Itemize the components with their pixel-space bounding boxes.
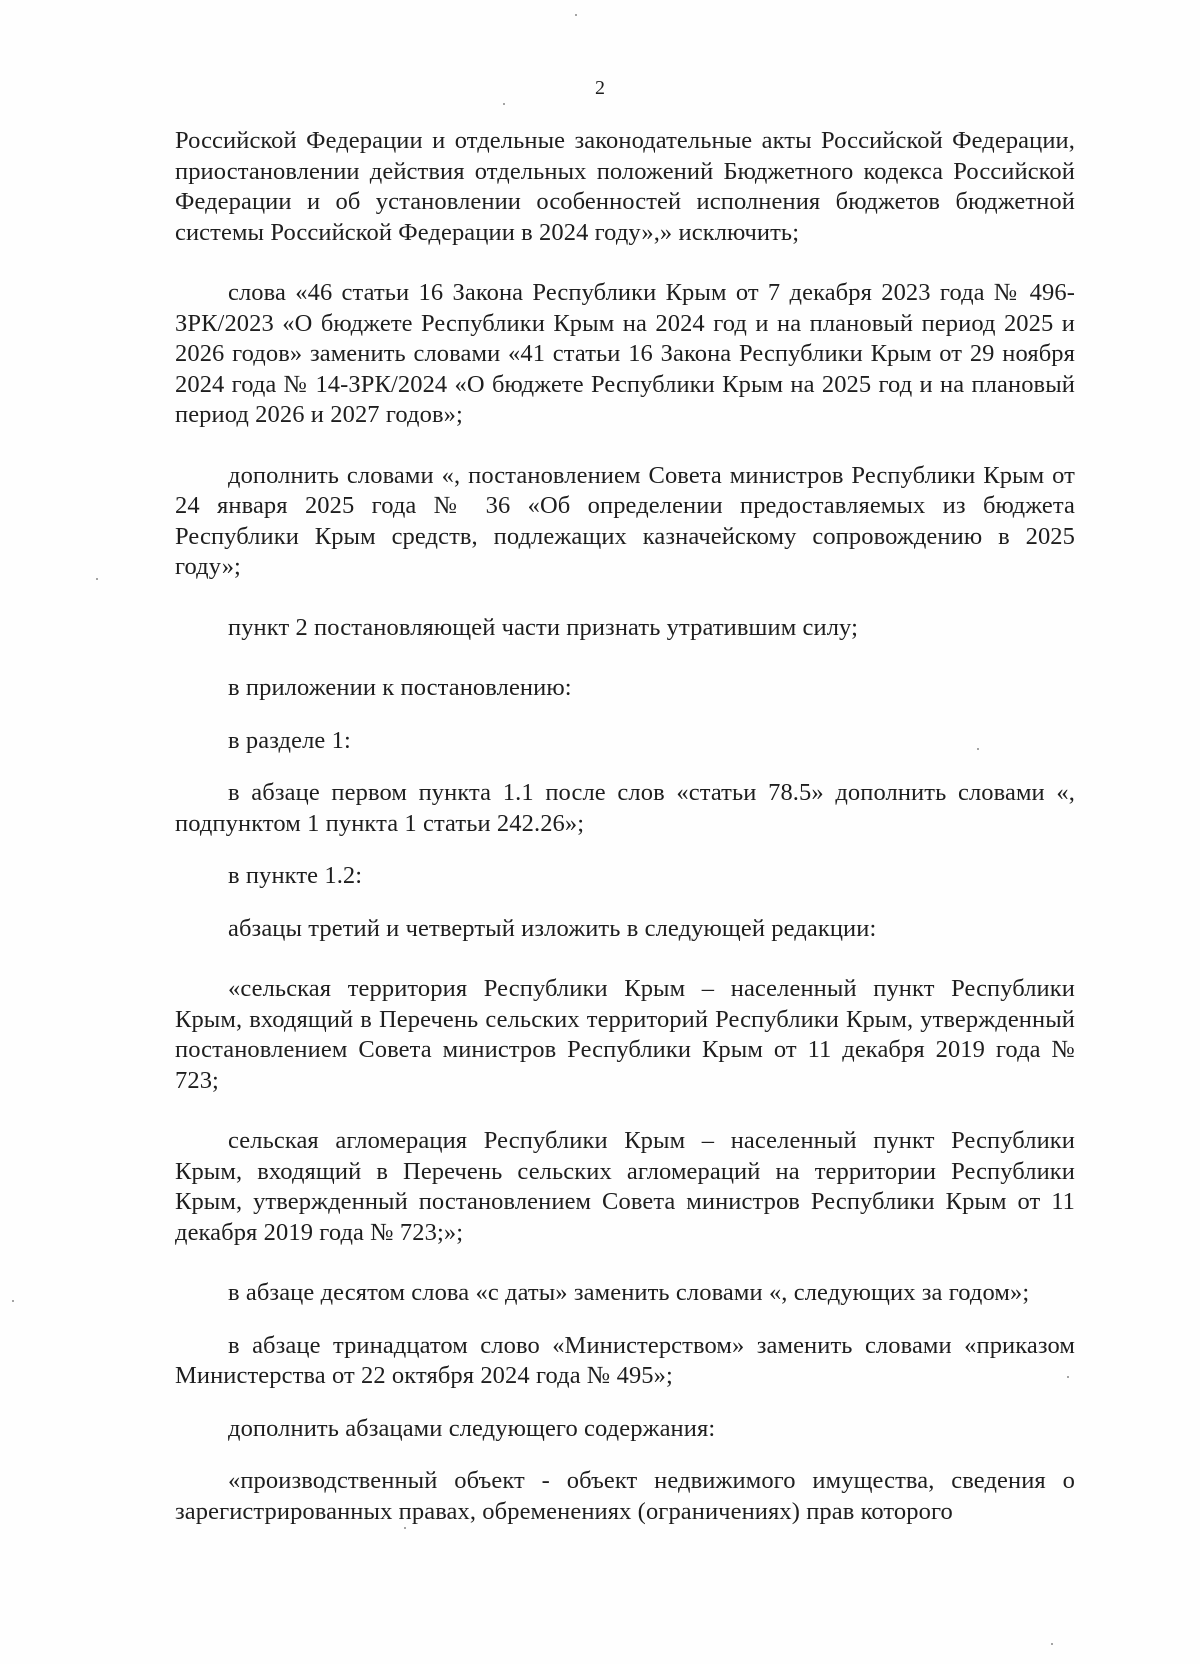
- scan-speck: [404, 1527, 406, 1529]
- paragraph-8: в пункте 1.2:: [228, 862, 363, 889]
- paragraph-1: Российской Федерации и отдельные законодательные акты Российской Федерации, приостановлении действия отдельных положений Бюджетного кодекса Российской Федерации и об установлении особенностей исполнения бюджетов бюджетной системы Российской Федерации в 2024 году»,» исключить;: [175, 127, 1075, 246]
- paragraph-2: слова «46 статьи 16 Закона Республики Крым от 7 декабря 2023 года № 496-ЗРК/2023 «О бюджете Республики Крым на 2024 год и на плановый период 2025 и 2026 годов» заменить словами «41 статьи 16 Закона Республики Крым от 29 ноября 2024 года № 14-ЗРК/2024 «О бюджете Республики Крым на 2025 год и на плановый период 2026 и 2027 годов»;: [175, 279, 1075, 428]
- paragraph-5: в приложении к постановлению:: [228, 674, 572, 701]
- document-body: [175, 126, 1075, 1527]
- scan-speck: [1051, 1643, 1053, 1645]
- scan-speck: [977, 748, 979, 750]
- scan-speck: [575, 14, 577, 16]
- paragraph-14: дополнить абзацами следующего содержания:: [228, 1414, 716, 1442]
- scan-speck: [96, 578, 98, 580]
- paragraph-11: сельская агломерация Республики Крым – населенный пункт Республики Крым, входящий в Перечень сельских агломераций на территории Республики Крым, утвержденный постановлением Совета министров Республики Крым от 11 декабря 2019 года № 723;»;: [175, 1127, 1075, 1246]
- paragraph-7: в абзаце первом пункта 1.1 после слов «статьи 78.5» дополнить словами «, подпунктом 1 пункта 1 статьи 242.26»;: [175, 779, 1075, 837]
- paragraph-3: дополнить словами «, постановлением Совета министров Республики Крым от 24 января 2025 года № 36 «Об определении предоставляемых из бюджета Республики Крым средств, подлежащих казначейскому сопровождению в 2025 году»;: [175, 461, 1075, 580]
- paragraph-9: абзацы третий и четвертый изложить в следующей редакции:: [228, 914, 877, 942]
- paragraph-10: «сельская территория Республики Крым – населенный пункт Республики Крым, входящий в Перечень сельских территорий Республики Крым, утвержденный постановлением Совета министров Республики Крым от 11 декабря 2019 года № 723;: [175, 975, 1075, 1094]
- scan-speck: [503, 103, 505, 105]
- page-number: 2: [595, 77, 605, 99]
- paragraph-4: пункт 2 постановляющей части признать утратившим силу;: [228, 613, 858, 641]
- paragraph-6: в разделе 1:: [228, 726, 351, 754]
- paragraph-15: «производственный объект - объект недвижимого имущества, сведения о зарегистрированных правах, обременениях (ограничениях) прав которого: [175, 1467, 1075, 1525]
- scan-speck: [12, 1300, 14, 1302]
- scan-speck: [1067, 1376, 1069, 1378]
- paragraph-13: в абзаце тринадцатом слово «Министерством» заменить словами «приказом Министерства от 22 октября 2024 года № 495»;: [175, 1331, 1075, 1389]
- paragraph-12: в абзаце десятом слова «с даты» заменить словами «, следующих за годом»;: [228, 1279, 1030, 1306]
